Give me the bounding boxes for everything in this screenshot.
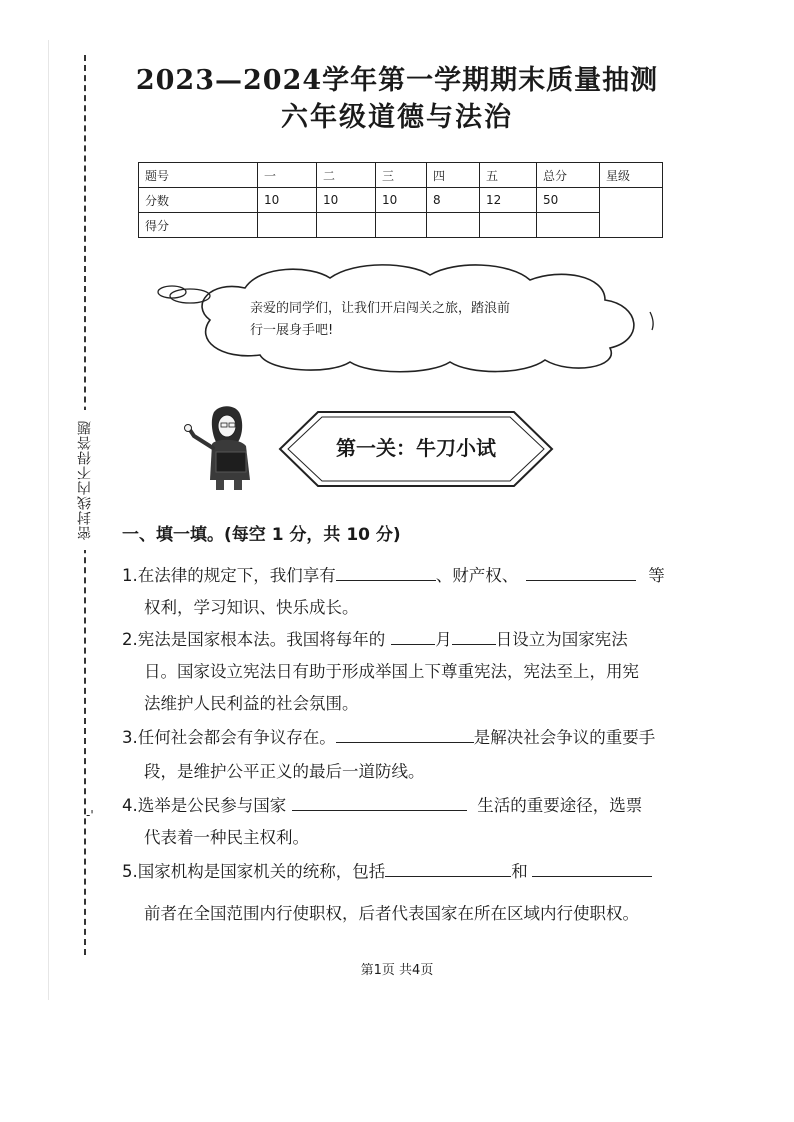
- stray-mark: -': [86, 808, 94, 822]
- exam-title: 2023—2024学年第一学期期末质量抽测: [135, 65, 659, 96]
- score-input-cell[interactable]: [427, 213, 480, 238]
- table-cell: 分数: [139, 188, 258, 213]
- table-cell: 10: [376, 188, 427, 213]
- table-cell: 星级: [600, 163, 663, 188]
- table-cell: 总分: [537, 163, 600, 188]
- score-input-cell[interactable]: [537, 213, 600, 238]
- score-input-cell[interactable]: [376, 213, 427, 238]
- cloud-message: [250, 298, 580, 342]
- table-cell: 10: [317, 188, 376, 213]
- table-cell: 五: [480, 163, 537, 188]
- table-cell: 题号: [139, 163, 258, 188]
- question-3-line-1: [122, 724, 655, 748]
- question-2-line-2: 日。国家设立宪法日有助于形成举国上下尊重宪法，宪法至上，用宪: [144, 662, 639, 681]
- answer-blank[interactable]: [526, 562, 636, 581]
- question-text: 和: [511, 862, 528, 881]
- table-cell: 得分: [139, 213, 258, 238]
- question-text: 1.在法律的规定下，我们享有: [122, 566, 336, 585]
- question-5-line-2: 前者在全国范围内行使职权，后者代表国家在所在区域内行使职权。: [144, 904, 639, 923]
- score-input-cell[interactable]: [258, 213, 317, 238]
- table-row: [139, 213, 663, 238]
- exam-subject: 六年级道德与法治: [281, 102, 513, 133]
- question-text: 4.选举是公民参与国家: [122, 796, 287, 815]
- teacher-illustration-icon: [180, 402, 270, 492]
- question-text: 生活的重要途径，选票: [477, 796, 643, 815]
- cloud-message-line: 亲爱的同学们，让我们开启闯关之旅，踏浪前: [250, 301, 511, 316]
- question-text: 5.国家机构是国家机关的统称，包括: [122, 862, 386, 881]
- question-text: 2.宪法是国家根本法。我国将每年的: [122, 630, 386, 649]
- table-cell: 10: [258, 188, 317, 213]
- question-text: 、财产权、: [435, 566, 519, 585]
- score-table: [138, 162, 663, 238]
- question-text: 日设立为国家宪法: [495, 630, 628, 649]
- question-text: 3.任何社会都会有争议存在。: [122, 728, 336, 747]
- table-cell: 一: [258, 163, 317, 188]
- question-1-line-1: [122, 562, 665, 586]
- answer-blank[interactable]: [532, 858, 652, 877]
- table-row: [139, 188, 663, 213]
- seal-notice: 密封线内不得答题: [60, 410, 110, 550]
- page-edge-shadow: [48, 40, 49, 1000]
- table-cell: 三: [376, 163, 427, 188]
- answer-blank[interactable]: [292, 792, 467, 811]
- answer-blank[interactable]: [452, 626, 496, 645]
- score-input-cell[interactable]: [480, 213, 537, 238]
- level-title: 第一关：牛刀小试: [336, 436, 496, 460]
- star-rating-cell[interactable]: [600, 188, 663, 238]
- page-number: 第1页 共4页: [360, 963, 434, 978]
- question-text: 等: [648, 566, 665, 585]
- question-5-line-1: [122, 858, 652, 882]
- question-4-line-2: 代表着一种民主权利。: [144, 828, 309, 847]
- answer-blank[interactable]: [385, 858, 511, 877]
- table-cell: 二: [317, 163, 376, 188]
- question-4-line-1: [122, 792, 642, 816]
- question-3-line-2: 段，是维护公平正义的最后一道防线。: [144, 762, 425, 781]
- question-2-line-1: [122, 626, 628, 650]
- table-cell: 50: [537, 188, 600, 213]
- table-cell: 8: [427, 188, 480, 213]
- table-row: [139, 163, 663, 188]
- answer-blank[interactable]: [336, 562, 436, 581]
- cloud-message-line: 行一展身手吧!: [250, 323, 334, 338]
- score-input-cell[interactable]: [317, 213, 376, 238]
- question-2-line-3: 法维护人民利益的社会氛围。: [144, 694, 359, 713]
- table-cell: 四: [427, 163, 480, 188]
- question-text: 是解决社会争议的重要手: [473, 728, 656, 747]
- section-heading: 一、填一填。(每空 1 分，共 10 分): [122, 525, 401, 545]
- question-1-line-2: 权利，学习知识、快乐成长。: [144, 598, 359, 617]
- answer-blank[interactable]: [336, 724, 474, 743]
- answer-blank[interactable]: [391, 626, 435, 645]
- question-text: 月: [435, 630, 452, 649]
- table-cell: 12: [480, 188, 537, 213]
